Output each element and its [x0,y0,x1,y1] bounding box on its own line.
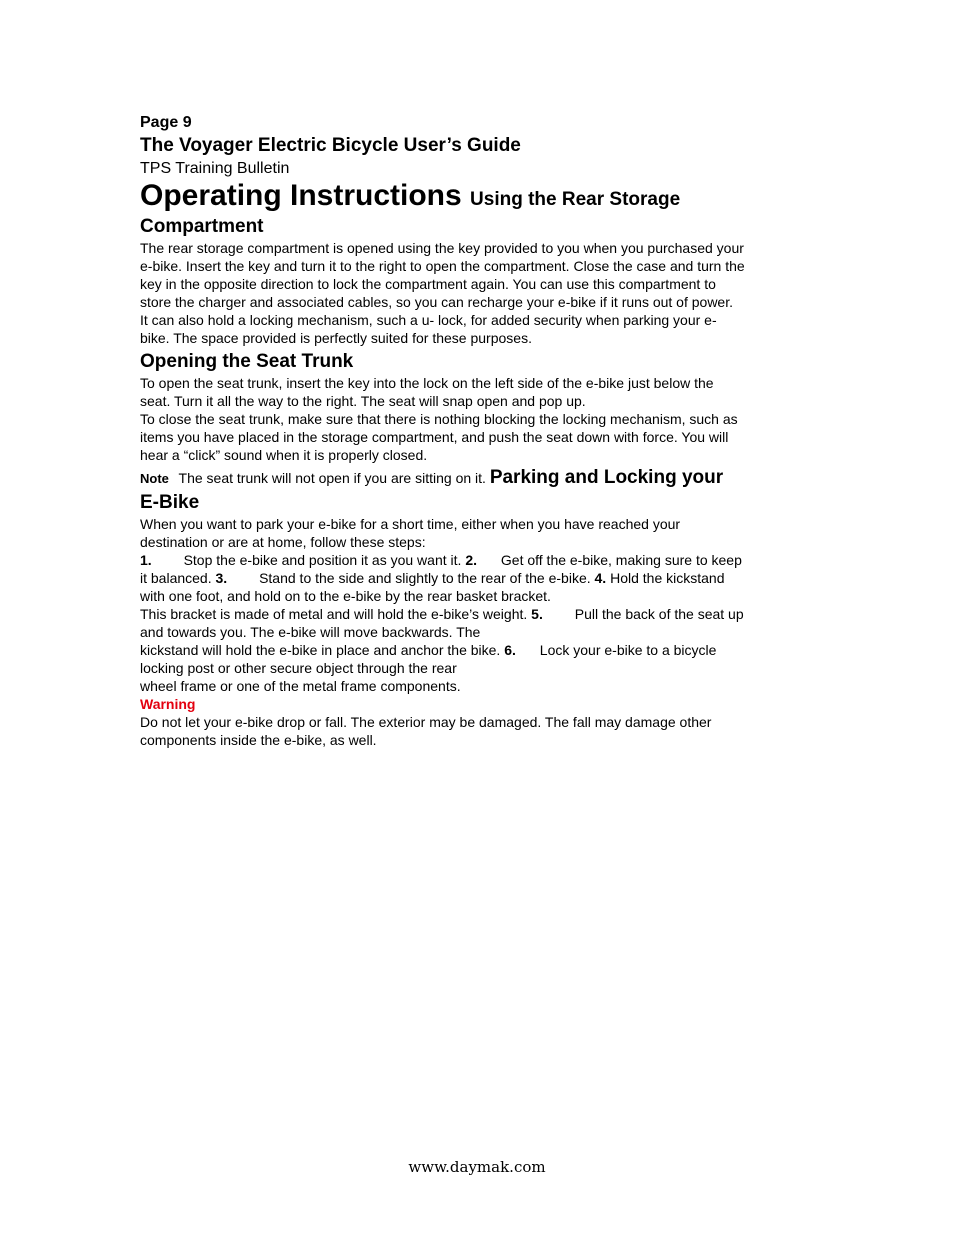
step-text: Stop the e-bike and position it as you want it. [183,552,462,568]
seat-trunk-paragraph [140,374,820,464]
step-text: Stand to the side and slightly to the rear of the e-bike. [259,570,591,586]
operating-title: Operating Instructions [140,179,462,212]
step-text: Pull the back of the seat up [574,606,744,622]
step-text: kickstand will hold the e-bike in place and anchor the bike. [140,642,501,658]
text-line: To close the seat trunk, make sure that there is nothing blocking the locking mechanism, such as [140,411,738,427]
page-content [140,112,820,749]
rear-storage-heading-cont: Compartment [140,216,264,237]
text-line: The rear storage compartment is opened using the key provided to you when you purchased your [140,240,744,256]
step-number: 5. [531,606,543,622]
steps-line-1 [140,551,820,569]
step-text: Lock your e-bike to a bicycle [539,642,717,658]
step-number: 1. [140,552,152,568]
text-line: seat. Turn it all the way to the right. The seat will snap open and pop up. [140,393,586,409]
text-line: e-bike. Insert the key and turn it to the right to open the compartment. Close the case and turn the [140,258,745,274]
steps-line-2 [140,569,820,587]
warning-label: Warning [140,696,196,712]
note-label: Note [140,471,169,486]
text-line: To open the seat trunk, insert the key into the lock on the left side of the e-bike just below the [140,375,714,391]
steps-line-4 [140,605,820,623]
note-text: The seat trunk will not open if you are sitting on it. [178,470,486,486]
text-line: with one foot, and hold on to the e-bike by the rear basket bracket. [140,588,551,604]
rear-storage-paragraph [140,239,820,347]
text-line: store the charger and associated cables, so you can recharge your e-bike if it runs out of power. [140,294,733,310]
steps-line-6 [140,641,820,659]
step-number: 4. [594,570,607,586]
page-number: Page 9 [140,114,192,131]
text-line: wheel frame or one of the metal frame components. [140,678,461,694]
step-text: it balanced. [140,570,212,586]
note-line [140,466,820,491]
step-number: 3. [215,570,228,586]
text-line: items you have placed in the storage compartment, and push the seat down with force. You will [140,429,729,445]
rear-storage-heading: Using the Rear Storage [470,189,681,210]
document-title: The Voyager Electric Bicycle User’s Guide [140,135,521,156]
step-text: Get off the e-bike, making sure to keep [500,552,742,568]
text-line: It can also hold a locking mechanism, such a u- lock, for added security when parking your e- [140,312,717,328]
text-line: locking post or other secure object through the rear [140,660,457,676]
warning-paragraph [140,713,820,749]
step-text: This bracket is made of metal and will hold the e-bike’s weight. [140,606,528,622]
bulletin-label: TPS Training Bulletin [140,160,290,177]
text-line: and towards you. The e-bike will move backwards. The [140,624,481,640]
text-line: components inside the e-bike, as well. [140,732,377,748]
text-line: Do not let your e-bike drop or fall. The exterior may be damaged. The fall may damage other [140,714,712,730]
step-text: Hold the kickstand [610,570,725,586]
footer-url: www.daymak.com [408,1158,546,1176]
parking-heading-cont: E-Bike [140,492,200,513]
text-line: destination or are at home, follow these steps: [140,534,426,550]
text-line: key in the opposite direction to lock the compartment again. You can use this compartment to [140,276,716,292]
operating-heading [140,181,820,215]
text-line: hear a “click” sound when it is properly closed. [140,447,428,463]
text-line: bike. The space provided is perfectly suited for these purposes. [140,330,532,346]
step-number: 2. [465,552,477,568]
parking-paragraph [140,515,820,695]
seat-trunk-heading: Opening the Seat Trunk [140,351,354,372]
text-line: When you want to park your e-bike for a short time, either when you have reached your [140,516,681,532]
parking-heading: Parking and Locking your [489,467,724,488]
step-number: 6. [504,642,516,658]
